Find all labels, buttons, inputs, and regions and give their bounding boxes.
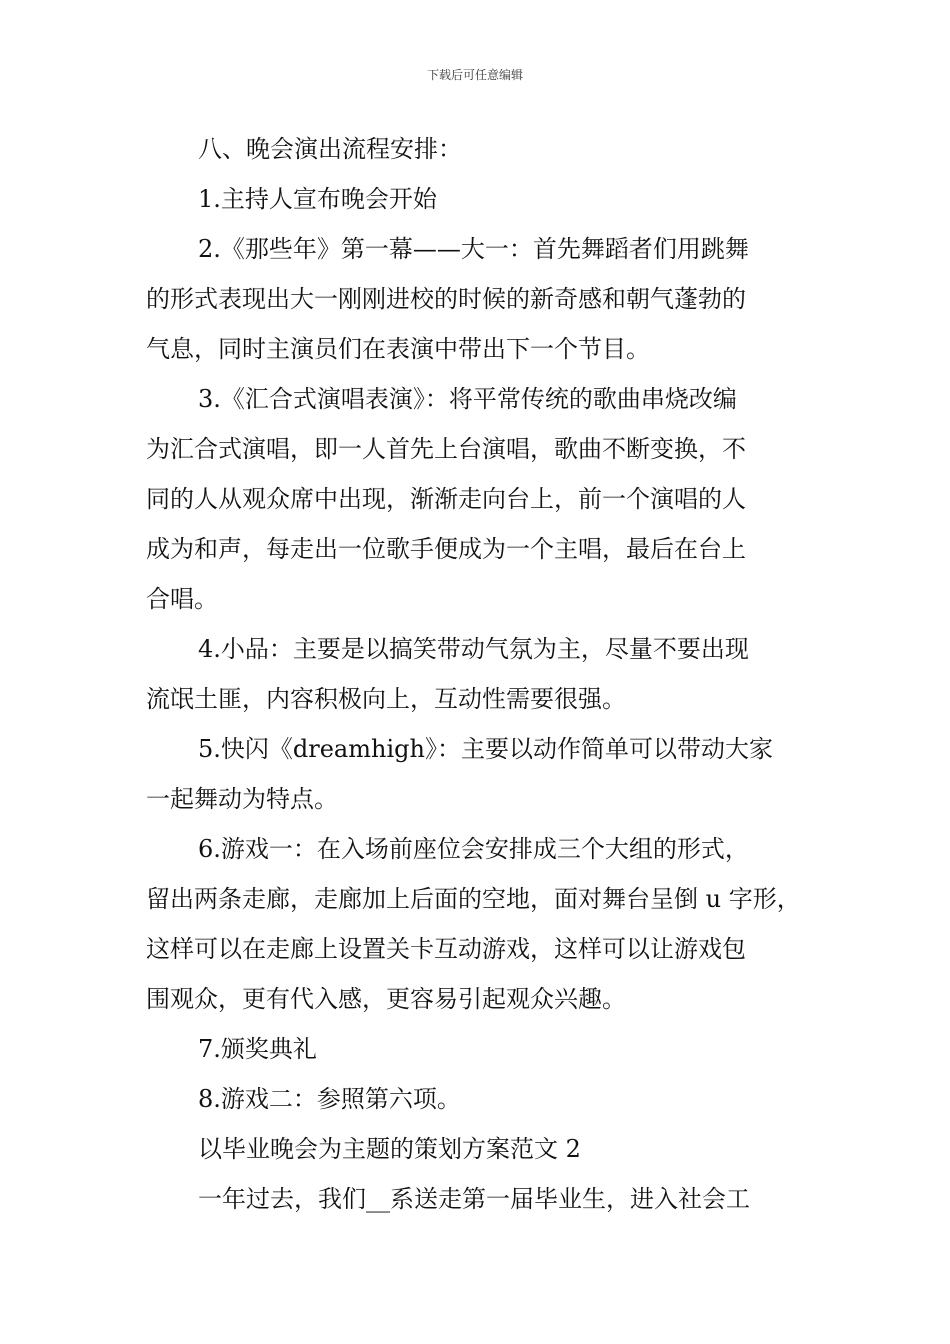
text-line: 流氓土匪，内容积极向上，互动性需要很强。: [146, 685, 626, 713]
text-line: 气息，同时主演员们在表演中带出下一个节目。: [146, 335, 650, 363]
text-line: 留出两条走廊，走廊加上后面的空地，面对舞台呈倒 u 字形，: [146, 885, 801, 913]
text-line: 围观众，更有代入感，更容易引起观众兴趣。: [146, 985, 626, 1013]
text-line: 一起舞动为特点。: [146, 785, 338, 813]
section-title: 以毕业晚会为主题的策划方案范文 2: [198, 1135, 581, 1163]
list-item: 6.游戏一：在入场前座位会安排成三个大组的形式，: [198, 835, 749, 863]
list-item: 4.小品：主要是以搞笑带动气氛为主，尽量不要出现: [198, 635, 749, 663]
text-line: 成为和声，每走出一位歌手便成为一个主唱，最后在台上: [146, 535, 746, 563]
list-item: 7.颁奖典礼: [198, 1035, 317, 1063]
text-line: 的形式表现出大一刚刚进校的时候的新奇感和朝气蓬勃的: [146, 285, 746, 313]
text-line: 一年过去，我们__系送走第一届毕业生，进入社会工: [198, 1185, 750, 1213]
list-item: 5.快闪《dreamhigh》：主要以动作简单可以带动大家: [198, 735, 773, 763]
text-line: 为汇合式演唱，即一人首先上台演唱，歌曲不断变换，不: [146, 435, 746, 463]
list-item: 1.主持人宣布晚会开始: [198, 185, 437, 213]
list-item: 3.《汇合式演唱表演》：将平常传统的歌曲串烧改编: [198, 385, 737, 413]
document-body: [146, 124, 826, 1224]
list-item: 8.游戏二：参照第六项。: [198, 1085, 461, 1113]
page-header: 下载后可任意编辑: [426, 68, 523, 82]
text-line: 合唱。: [146, 585, 218, 613]
list-item: 2.《那些年》第一幕——大一：首先舞蹈者们用跳舞: [198, 235, 749, 263]
text-line: 这样可以在走廊上设置关卡互动游戏，这样可以让游戏包: [146, 935, 746, 963]
section-heading: 八、晚会演出流程安排：: [198, 135, 462, 163]
text-line: 同的人从观众席中出现，渐渐走向台上，前一个演唱的人: [146, 485, 746, 513]
